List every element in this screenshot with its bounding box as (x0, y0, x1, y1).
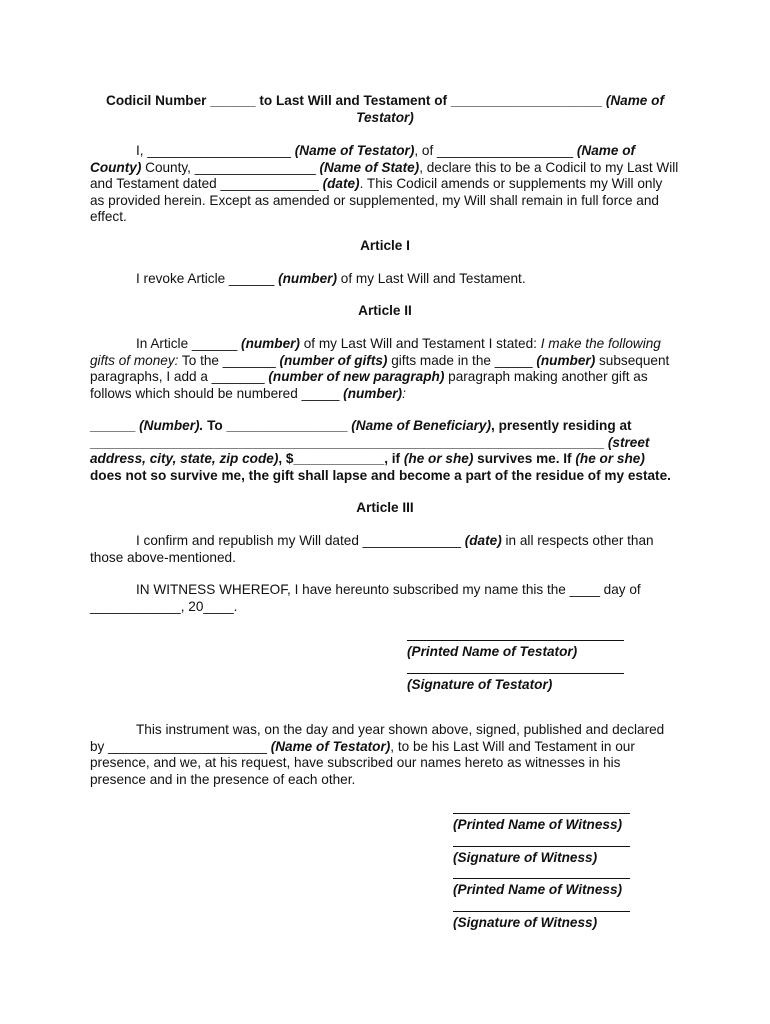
article-3-paragraph: I confirm and republish my Will dated _____________ (date) in all respects other than those above-mentioned. (90, 533, 654, 565)
witness-1-signature-line[interactable]: (Signature of Witness) (453, 846, 630, 866)
intro-paragraph: I, ___________________ (Name of Testator), of __________________ (Name of County) County, ________________ (Name of State), declare this to be a Codicil to my Last Will and Testament dated _____________ (date). This Codicil amends or supplements my Will only as provided herein. Except as amended or supplemented, my Will shall remain in full force and effect. (90, 143, 679, 224)
article-1-paragraph: I revoke Article ______ (number) of my Last Will and Testament. (136, 271, 526, 286)
witness-whereof-paragraph: IN WITNESS WHEREOF, I have hereunto subscribed my name this the ____ day of ____________, 20____. (90, 582, 641, 614)
testator-signature-line[interactable]: (Signature of Testator) (407, 673, 624, 693)
article-1-heading: Article I (360, 238, 410, 253)
gift-paragraph: ______ (Number). To ________________ (Name of Beneficiary), presently residing at ____________________________________________________________________ (street address, city, state, zip code), $____________, if (he or she) survives me. If (he or she) does not so survive me, the gift shall lapse and become a part of the residue of my estate. (90, 418, 671, 483)
article-2-paragraph: In Article ______ (number) of my Last Will and Testament I stated: I make the following gifts of money: To the _______ (number of gifts) gifts made in the _____ (number) subsequent paragraphs, I add a _______ (number of new paragraph) paragraph making another gift as follows which should be numbered _____ (number): (90, 336, 670, 401)
document-title (90, 93, 680, 126)
title-testator-placeholder: (Name of Testator) (356, 93, 664, 125)
article-2-heading: Article II (358, 303, 412, 318)
witness-1-printed-name-line[interactable]: (Printed Name of Witness) (453, 813, 630, 833)
article-3-heading: Article III (356, 500, 414, 515)
witness-2-signature-line[interactable]: (Signature of Witness) (453, 911, 630, 931)
testator-printed-name-line[interactable]: (Printed Name of Testator) (407, 640, 624, 660)
witness-2-printed-name-line[interactable]: (Printed Name of Witness) (453, 878, 630, 898)
attestation-paragraph: This instrument was, on the day and year shown above, signed, published and declared by _____________________ (Name of Testator), to be his Last Will and Testament in our presence, and we, at his request, have subscribed our names hereto as witnesses in his presence and in the presence of each other. (90, 722, 665, 787)
title-text: Codicil Number ______ to Last Will and Testament of ____________________ (106, 93, 606, 108)
